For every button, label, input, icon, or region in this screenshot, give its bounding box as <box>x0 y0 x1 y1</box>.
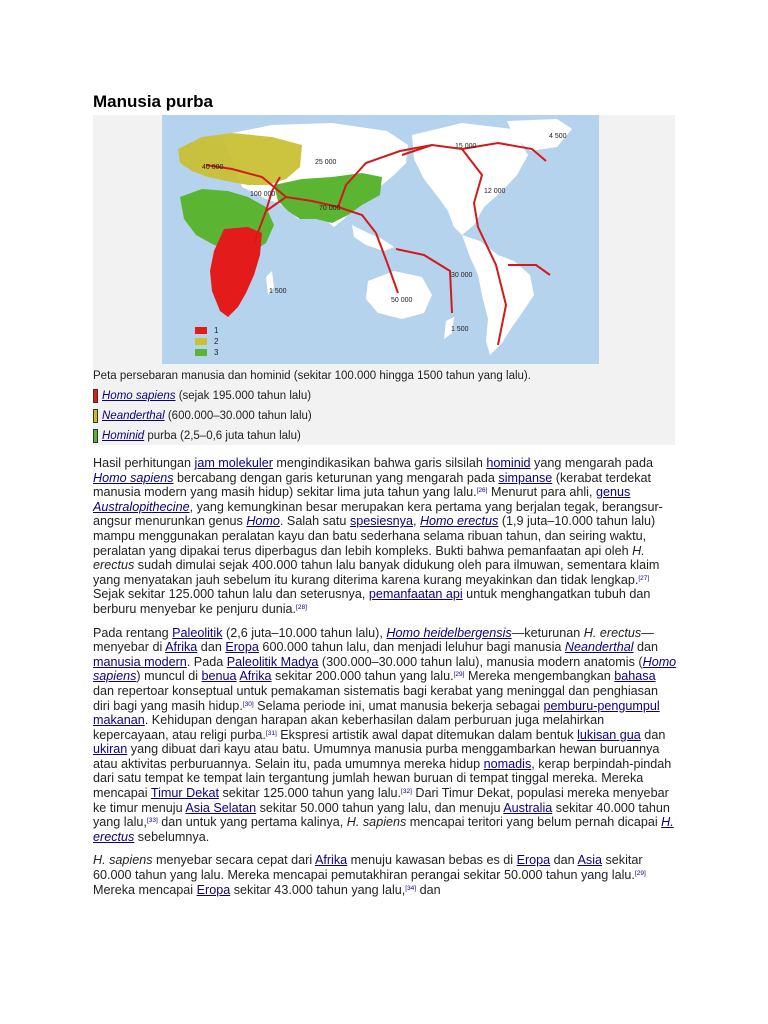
figure <box>93 115 675 445</box>
legend-item-neanderthal: Neanderthal (600.000–30.000 tahun lalu) <box>93 409 312 423</box>
figure-caption: Peta persebaran manusia dan hominid (sekitar 100.000 hingga 1500 tahun yang lalu). <box>93 370 531 382</box>
paragraph: Hasil perhitungan jam molekuler mengindikasikan bahwa garis silsilah hominid yang mengarah pada Homo sapiens bercabang dengan garis keturunan yang mengarah pada simpanse (kerabat terdekat manusia modern yang masih hidup) sekitar lima juta tahun yang lalu.[26] Menurut para ahli, genus Australopithecine, yang kemungkinan besar merupakan kera pertama yang berjalan tegak, berangsur-angsur menurunkan genus Homo. Salah satu spesiesnya, Homo erectus (1,9 juta–10.000 tahun lalu) mampu menggunakan peralatan kayu dan batu sederhana selama ribuan tahun, dan seiring waktu, peralatan yang dipakai terus diperbagus dan lebih kompleks. Bukti bahwa pemanfaatan api oleh H. erectus sudah dimulai sejak 400.000 tahun lalu banyak didukung oleh para ilmuwan, sementara klaim yang menyatakan jauh sebelum itu kurang diterima karena kurang meyakinkan dan tidak lengkap.[27] Sejak sekitar 125.000 tahun lalu dan seterusnya, pemanfaatan api untuk menghangatkan tubuh dan berburu menyebar ke penjuru dunia.[28] <box>93 456 663 616</box>
map-label: 1 500 <box>451 326 469 333</box>
article <box>93 92 678 906</box>
map-label: 12 000 <box>484 188 506 195</box>
legend-swatch <box>93 409 98 423</box>
article-body <box>93 456 678 897</box>
map-label: 4 500 <box>549 133 567 140</box>
svg-text:2: 2 <box>214 337 219 346</box>
paragraph: H. sapiens menyebar secara cepat dari Afrika menuju kawasan bebas es di Eropa dan Asia sekitar 60.000 tahun yang lalu. Mereka mencapai pemutakhiran perangai sekitar 50.000 tahun yang lalu.[29] Mereka mencapai Eropa sekitar 43.000 tahun yang lalu,[34] dan <box>93 853 646 897</box>
map-label: 30 000 <box>451 272 473 279</box>
map-label: 50 000 <box>391 297 413 304</box>
legend-item-hominid: Hominid purba (2,5–0,6 juta tahun lalu) <box>93 429 301 443</box>
map-label: 70 000 <box>319 205 341 212</box>
page-title: Manusia purba <box>93 92 213 111</box>
legend-item-homo-sapiens: Homo sapiens (sejak 195.000 tahun lalu) <box>93 389 311 403</box>
legend-swatch <box>93 389 98 403</box>
svg-text:3: 3 <box>214 348 219 357</box>
link-hominid-legend[interactable]: Hominid <box>102 430 145 442</box>
map-label: 1 500 <box>269 288 287 295</box>
migration-map <box>162 115 599 364</box>
legend-swatch <box>93 429 98 443</box>
map-label: 25 000 <box>315 159 337 166</box>
paragraph: Pada rentang Paleolitik (2,6 juta–10.000 tahun lalu), Homo heidelbergensis—keturunan H. erectus—menyebar di Afrika dan Eropa 600.000 tahun lalu, dan menjadi leluhur bagi manusia Neanderthal dan manusia modern. Pada Paleolitik Madya (300.000–30.000 tahun lalu), manusia modern anatomis (Homo sapiens) muncul di benua Afrika sekitar 200.000 tahun yang lalu.[29] Mereka mengembangkan bahasa dan repertoar konseptual untuk pemakaman sistematis bagi kerabat yang meninggal dan penghiasan diri bagi yang masih hidup.[30] Selama periode ini, umat manusia bekerja sebagai pemburu-pengumpul makanan. Kehidupan dengan harapan akan keberhasilan dalam perburuan juga melahirkan kepercayaan, atau religi purba.[31] Ekspresi artistik awal dapat ditemukan dalam bentuk lukisan gua dan ukiran yang dibuat dari kayu atau batu. Umumnya manusia purba menggambarkan hewan buruannya atau aktivitas perburuannya. Selain itu, pada umumnya mereka hidup nomadis, kerap berpindah-pindah dari satu tempat ke tempat lain tergantung jumlah hewan buruan di tempat tinggal mereka. Mereka mencapai Timur Dekat sekitar 125.000 tahun yang lalu.[32] Dari Timur Dekat, populasi mereka menyebar ke timur menuju Asia Selatan sekitar 50.000 tahun yang lalu, dan menuju Australia sekitar 40.000 tahun yang lalu,[33] dan untuk yang pertama kalinya, H. sapiens mencapai teritori yang belum pernah dicapai H. erectus sebelumnya. <box>93 625 677 844</box>
map-label: 100 000 <box>250 191 276 198</box>
map-label: 15 000 <box>455 143 477 150</box>
link-homo-sapiens[interactable]: Homo sapiens <box>102 390 176 402</box>
link-neanderthal[interactable]: Neanderthal <box>102 410 165 422</box>
map-label: 40 000 <box>202 164 224 171</box>
svg-text:1: 1 <box>214 326 219 335</box>
